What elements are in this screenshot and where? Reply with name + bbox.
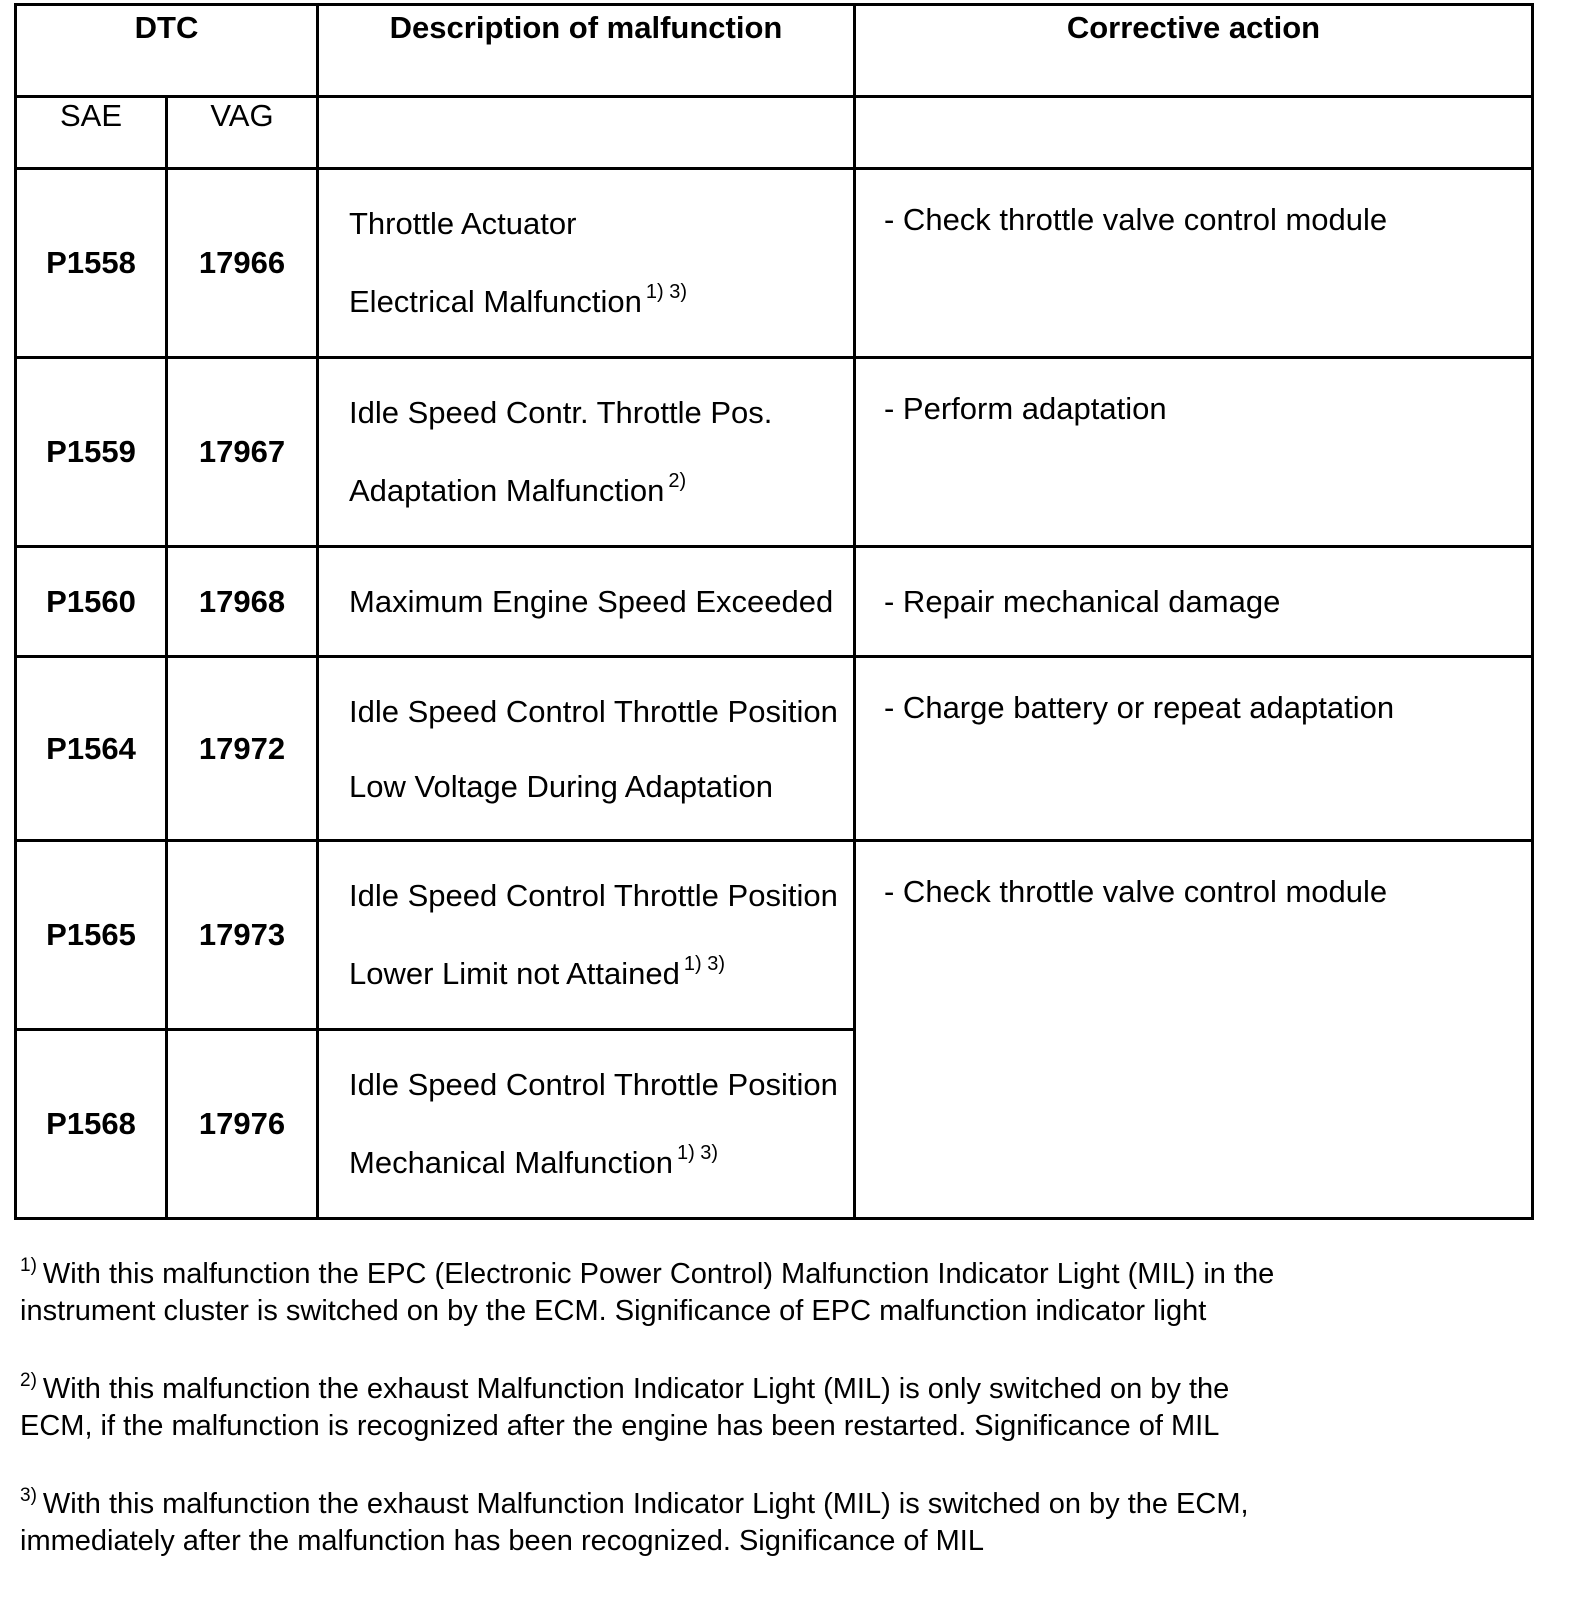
footnote-text: instrument cluster is switched on by the ECM. Significance of EPC malfunction indicator light [20, 1295, 1207, 1327]
sae-code: P1558 [16, 169, 167, 358]
dtc-table [14, 3, 1534, 1220]
malfunction-description [318, 657, 855, 841]
sae-code: P1559 [16, 358, 167, 547]
footnote-3 [20, 1486, 1560, 1560]
header-dtc: DTC [16, 5, 318, 97]
corrective-action: - Check throttle valve control module [855, 169, 1533, 358]
header-sae: SAE [16, 97, 167, 169]
description-line: Maximum Engine Speed Exceeded [349, 583, 834, 619]
footnote-text: With this malfunction the EPC (Electronic Power Control) Malfunction Indicator Light (MIL) in the [42, 1258, 1275, 1290]
description-line: Idle Speed Contr. Throttle Pos. [349, 395, 773, 430]
description-line: Idle Speed Control Throttle Position [349, 1067, 838, 1102]
table-row [16, 841, 1533, 1030]
description-line [349, 263, 853, 341]
description-line [349, 1124, 853, 1202]
header-corrective-action: Corrective action [855, 5, 1533, 97]
description-text: Adaptation Malfunction [349, 473, 665, 508]
footnote-1 [20, 1256, 1560, 1330]
vag-code: 17976 [167, 1030, 318, 1219]
footnote-2 [20, 1371, 1560, 1445]
corrective-action: - Check throttle valve control module [855, 841, 1533, 1219]
footnote-ref: 1) 3) [645, 281, 688, 303]
description-line: Idle Speed Control Throttle Position [349, 693, 838, 729]
header-description-empty [318, 97, 855, 169]
malfunction-description [318, 547, 855, 657]
malfunction-description [318, 358, 855, 547]
corrective-action: - Charge battery or repeat adaptation [855, 657, 1533, 841]
header-action-empty [855, 97, 1533, 169]
malfunction-description [318, 841, 855, 1030]
footnote-mark: 1) [20, 1255, 37, 1276]
table-row [16, 358, 1533, 547]
sae-code: P1568 [16, 1030, 167, 1219]
sae-code: P1560 [16, 547, 167, 657]
vag-code: 17966 [167, 169, 318, 358]
description-text: Electrical Malfunction [349, 284, 642, 319]
header-vag: VAG [167, 97, 318, 169]
vag-code: 17973 [167, 841, 318, 1030]
corrective-action: - Perform adaptation [855, 358, 1533, 547]
corrective-action: - Repair mechanical damage [855, 547, 1533, 657]
sae-code: P1564 [16, 657, 167, 841]
description-line [349, 935, 853, 1013]
description-text: Mechanical Malfunction [349, 1145, 673, 1180]
malfunction-description [318, 169, 855, 358]
footnote-ref: 1) 3) [676, 1142, 719, 1164]
description-text: Lower Limit not Attained [349, 956, 680, 991]
description-line [349, 452, 853, 530]
table-row [16, 547, 1533, 657]
description-line: Throttle Actuator [349, 206, 577, 241]
vag-code: 17972 [167, 657, 318, 841]
footnote-ref: 2) [668, 470, 687, 492]
table-row [16, 169, 1533, 358]
footnote-text: With this malfunction the exhaust Malfunction Indicator Light (MIL) is only switched on by the [42, 1373, 1230, 1405]
vag-code: 17968 [167, 547, 318, 657]
footnote-text: immediately after the malfunction has been recognized. Significance of MIL [20, 1525, 984, 1557]
footnote-mark: 2) [20, 1370, 37, 1391]
header-description: Description of malfunction [318, 5, 855, 97]
footnote-text: ECM, if the malfunction is recognized after the engine has been restarted. Significance of MIL [20, 1410, 1220, 1442]
footnote-text: With this malfunction the exhaust Malfunction Indicator Light (MIL) is switched on by the ECM, [42, 1488, 1249, 1520]
sae-code: P1565 [16, 841, 167, 1030]
footnotes [20, 1256, 1560, 1601]
malfunction-description [318, 1030, 855, 1219]
description-line: Low Voltage During Adaptation [349, 768, 773, 804]
description-line: Idle Speed Control Throttle Position [349, 878, 838, 913]
footnote-ref: 1) 3) [683, 953, 725, 975]
vag-code: 17967 [167, 358, 318, 547]
table-row [16, 657, 1533, 841]
footnote-mark: 3) [20, 1485, 37, 1506]
